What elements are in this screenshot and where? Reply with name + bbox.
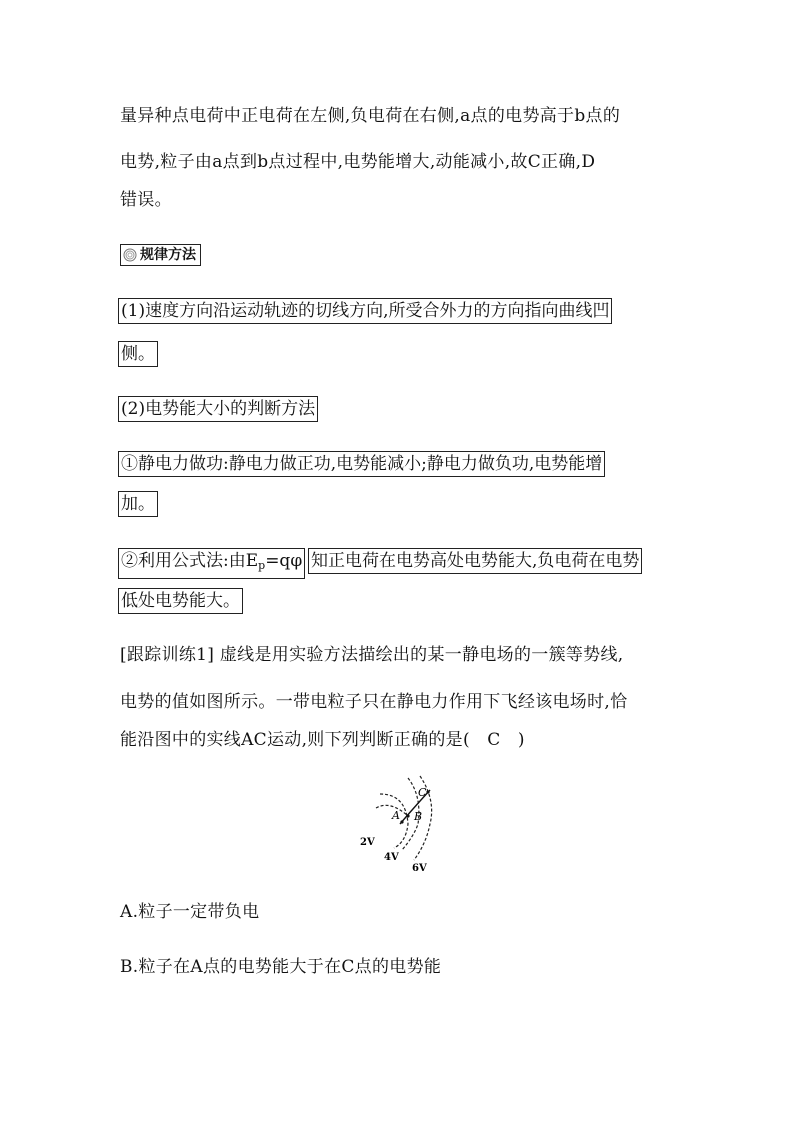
text-line: 量异种点电荷中正电荷在左侧,负电荷在右侧,a点的电势高于b点的 <box>120 106 621 126</box>
formula-prefix: ②利用公式法:由E <box>121 551 259 571</box>
rule-1-line-2: 侧。 <box>118 341 158 367</box>
rule-4-line-2: 低处电势能大。 <box>118 588 243 614</box>
rule-4-line-1: 知正电荷在电势高处电势能大,负电荷在电势 <box>308 548 642 574</box>
rule-3-line-1: ①静电力做功:静电力做正功,电势能减小;静电力做负功,电势能增 <box>118 451 605 477</box>
rule-4-formula <box>118 548 305 579</box>
rule-2: (2)电势能大小的判断方法 <box>118 396 318 422</box>
rule-3-line-2: 加。 <box>118 491 158 517</box>
spiral-icon <box>123 248 137 262</box>
text-line: [跟踪训练1] 虚线是用实验方法描绘出的某一静电场的一簇等势线, <box>120 645 624 665</box>
label-6v: 6V <box>412 863 427 874</box>
text-line: 电势的值如图所示。一带电粒子只在静电力作用下飞经该电场时,恰 <box>120 692 628 712</box>
formula-subscript: p <box>258 559 266 572</box>
option-b: B.粒子在A点的电势能大于在C点的电势能 <box>120 957 442 977</box>
label-c: C <box>418 786 427 799</box>
point-a-dot <box>400 820 403 823</box>
method-tag <box>120 244 201 266</box>
point-b-dot <box>406 814 409 817</box>
rule-1-line-1: (1)速度方向沿运动轨迹的切线方向,所受合外力的方向指向曲线凹 <box>118 298 612 324</box>
point-c-dot <box>426 790 429 793</box>
option-a: A.粒子一定带负电 <box>120 902 260 922</box>
label-2v: 2V <box>360 837 375 848</box>
label-a: A <box>392 809 400 822</box>
method-tag-label: 规律方法 <box>140 247 196 263</box>
text-line: 错误。 <box>120 190 172 210</box>
text-line: 能沿图中的实线AC运动,则下列判断正确的是( C ) <box>120 730 525 750</box>
label-4v: 4V <box>384 852 399 863</box>
formula-body: =qφ <box>265 551 303 571</box>
equipotential-figure <box>350 772 450 878</box>
text-line: 电势,粒子由a点到b点过程中,电势能增大,动能减小,故C正确,D <box>120 152 596 172</box>
label-b: B <box>414 810 423 823</box>
